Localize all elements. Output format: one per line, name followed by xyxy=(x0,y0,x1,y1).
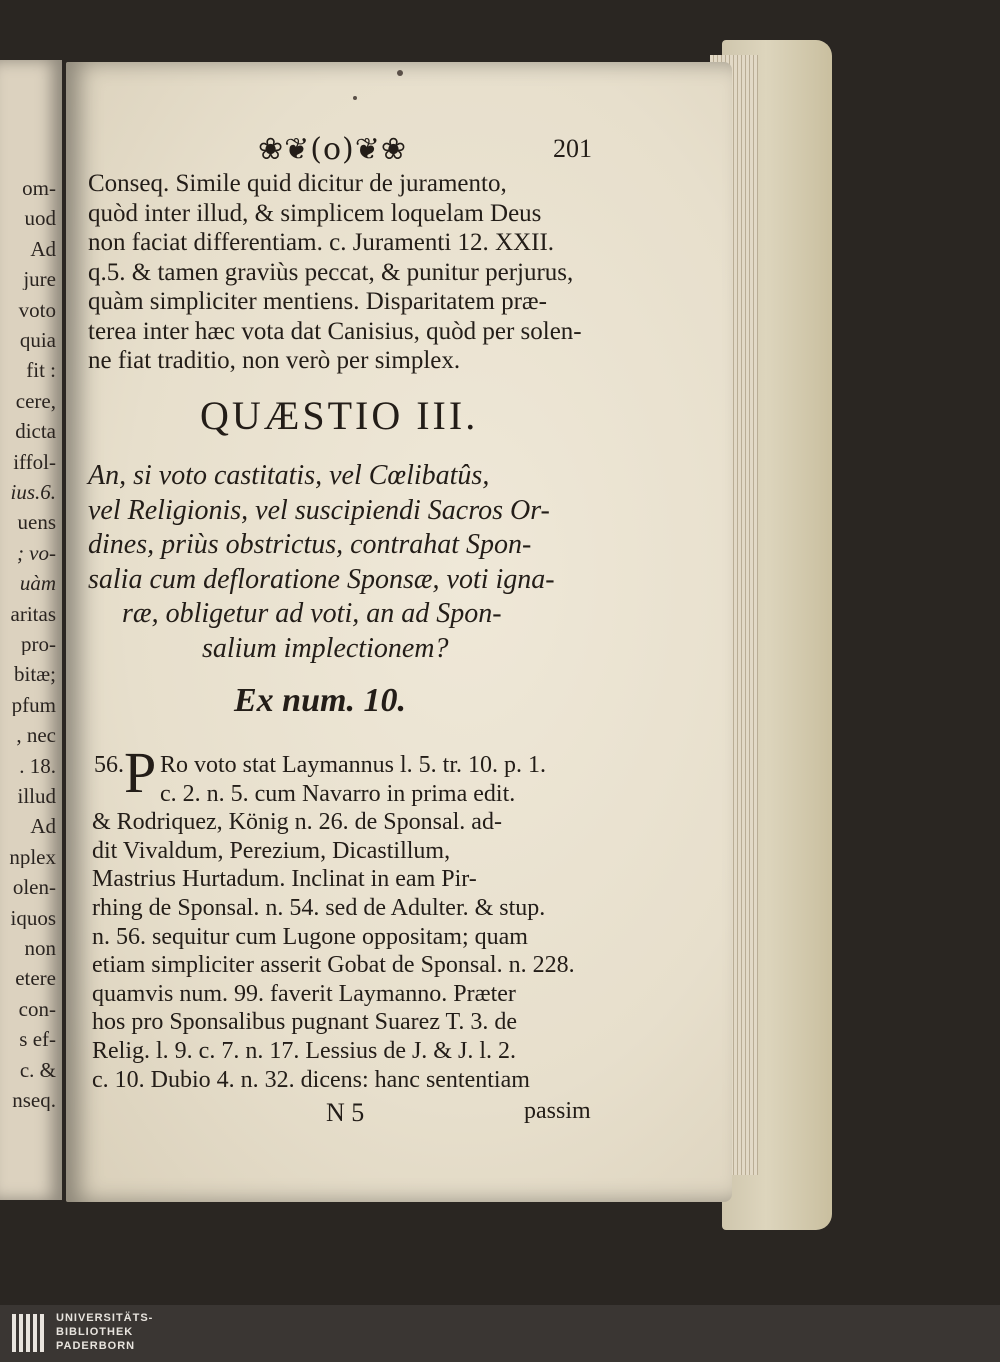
paragraph-line: & Rodriquez, König n. 26. de Sponsal. ad- xyxy=(92,809,502,836)
signature-mark: N 5 xyxy=(326,1098,365,1127)
paragraph-line: n. 56. sequitur cum Lugone oppositam; quam xyxy=(92,923,528,950)
left-page-fragment: voto xyxy=(18,299,56,321)
body-line: non faciat differentiam. c. Juramenti 12. XXII. xyxy=(88,229,555,256)
drop-cap: P xyxy=(124,740,157,805)
page-mark xyxy=(397,70,403,76)
left-page-fragment: ; vo- xyxy=(16,542,56,564)
left-page-fragment: iffol- xyxy=(13,451,56,473)
left-page-fragment: uod xyxy=(24,208,56,230)
paragraph-line: Ro voto stat Laymannus l. 5. tr. 10. p. 1. xyxy=(160,752,546,778)
page-mark xyxy=(353,96,357,100)
left-page-fragment: dicta xyxy=(15,421,56,443)
question-line: An, si voto castitatis, vel Cœlibatûs, xyxy=(88,460,490,491)
left-page-fragment: jure xyxy=(23,269,56,291)
left-page-fragment: illud xyxy=(17,786,56,807)
left-page-fragment: pfum xyxy=(11,694,56,716)
paragraph-number: 56. xyxy=(94,752,124,778)
body-line: ne fiat traditio, non verò per simplex. xyxy=(88,347,461,374)
question-line: dines, priùs obstrictus, contrahat Spon- xyxy=(88,529,532,560)
library-logo-icon xyxy=(10,1310,50,1356)
paragraph-line: hos pro Sponsalibus pugnant Suarez T. 3. de xyxy=(92,1009,518,1036)
body-line: q.5. & tamen graviùs peccat, & punitur perjurus, xyxy=(88,258,574,286)
left-page-fragment: nseq. xyxy=(12,1090,56,1111)
header-ornament: ❀❦(o)❦❀ xyxy=(258,132,408,167)
left-page-fragment: aritas xyxy=(10,603,56,625)
left-page-fragment: cere, xyxy=(15,390,56,412)
paragraph-line: c. 2. n. 5. cum Navarro in prima edit. xyxy=(160,780,516,807)
paragraph-line: rhing de Sponsal. n. 54. sed de Adulter. & stup. xyxy=(92,895,546,921)
body-line: terea inter hæc vota dat Canisius, quòd per solen- xyxy=(88,317,582,345)
left-page-fragment: bitæ; xyxy=(13,664,56,686)
left-page-fragment: s ef- xyxy=(19,1029,56,1051)
left-page-fragment: iquos xyxy=(10,907,56,929)
paragraph-line: Mastrius Hurtadum. Inclinat in eam Pir- xyxy=(92,866,477,893)
left-page-fragment: uens xyxy=(17,512,56,534)
left-page-fragment: con- xyxy=(18,998,56,1020)
left-page-fragment: ius.6. xyxy=(10,482,56,503)
left-page-fragment: Ad xyxy=(30,238,56,260)
paragraph-line: etiam simpliciter asserit Gobat de Sponsal. n. 228. xyxy=(92,952,575,979)
footer-line-1: UNIVERSITÄTS- xyxy=(56,1312,154,1324)
footer-line-2: BIBLIOTHEK xyxy=(56,1326,134,1338)
question-line: vel Religionis, vel suscipiendi Sacros Or- xyxy=(88,494,550,526)
left-page-fragment: . 18. xyxy=(19,755,56,777)
left-page-fragment: non xyxy=(24,938,56,959)
left-page-fragment: , nec xyxy=(16,725,56,747)
paragraph-line: c. 10. Dubio 4. n. 32. dicens: hanc sententiam xyxy=(92,1066,530,1093)
page-number: 201 xyxy=(553,134,592,163)
question-line: salia cum defloratione Sponsæ, voti igna- xyxy=(88,563,555,595)
body-line: Conseq. Simile quid dicitur de juramento, xyxy=(88,170,507,197)
question-line: ræ, obligetur ad voti, an ad Spon- xyxy=(122,598,502,629)
left-page-fragment: om- xyxy=(22,178,56,199)
paragraph-line: quamvis num. 99. faverit Laymanno. Præter xyxy=(92,980,516,1007)
question-line: salium implectionem? xyxy=(202,632,449,664)
left-page-fragment: c. & xyxy=(19,1059,56,1081)
footer-line-3: PADERBORN xyxy=(56,1340,136,1352)
body-line: quòd inter illud, & simplicem loquelam Deus xyxy=(88,199,542,227)
left-page-fragment: Ad xyxy=(30,816,56,838)
left-page-fragment: olen- xyxy=(12,877,56,899)
ex-heading: Ex num. 10. xyxy=(234,682,406,719)
left-page-fragment: uàm xyxy=(19,573,56,595)
left-page-fragment: fit : xyxy=(26,360,56,382)
paragraph-line: Relig. l. 9. c. 7. n. 17. Lessius de J. & J. l. 2. xyxy=(92,1038,516,1064)
left-page-fragment: quia xyxy=(19,330,56,351)
left-page-fragment: nplex xyxy=(9,846,56,868)
body-line: quàm simpliciter mentiens. Disparitatem præ- xyxy=(88,288,547,315)
catchword: passim xyxy=(524,1098,591,1124)
left-page-fragment: pro- xyxy=(21,634,56,655)
paragraph-line: dit Vivaldum, Perezium, Dicastillum, xyxy=(92,837,451,864)
left-page-fragment: etere xyxy=(15,968,56,990)
question-title: QUÆSTIO III. xyxy=(200,393,479,438)
